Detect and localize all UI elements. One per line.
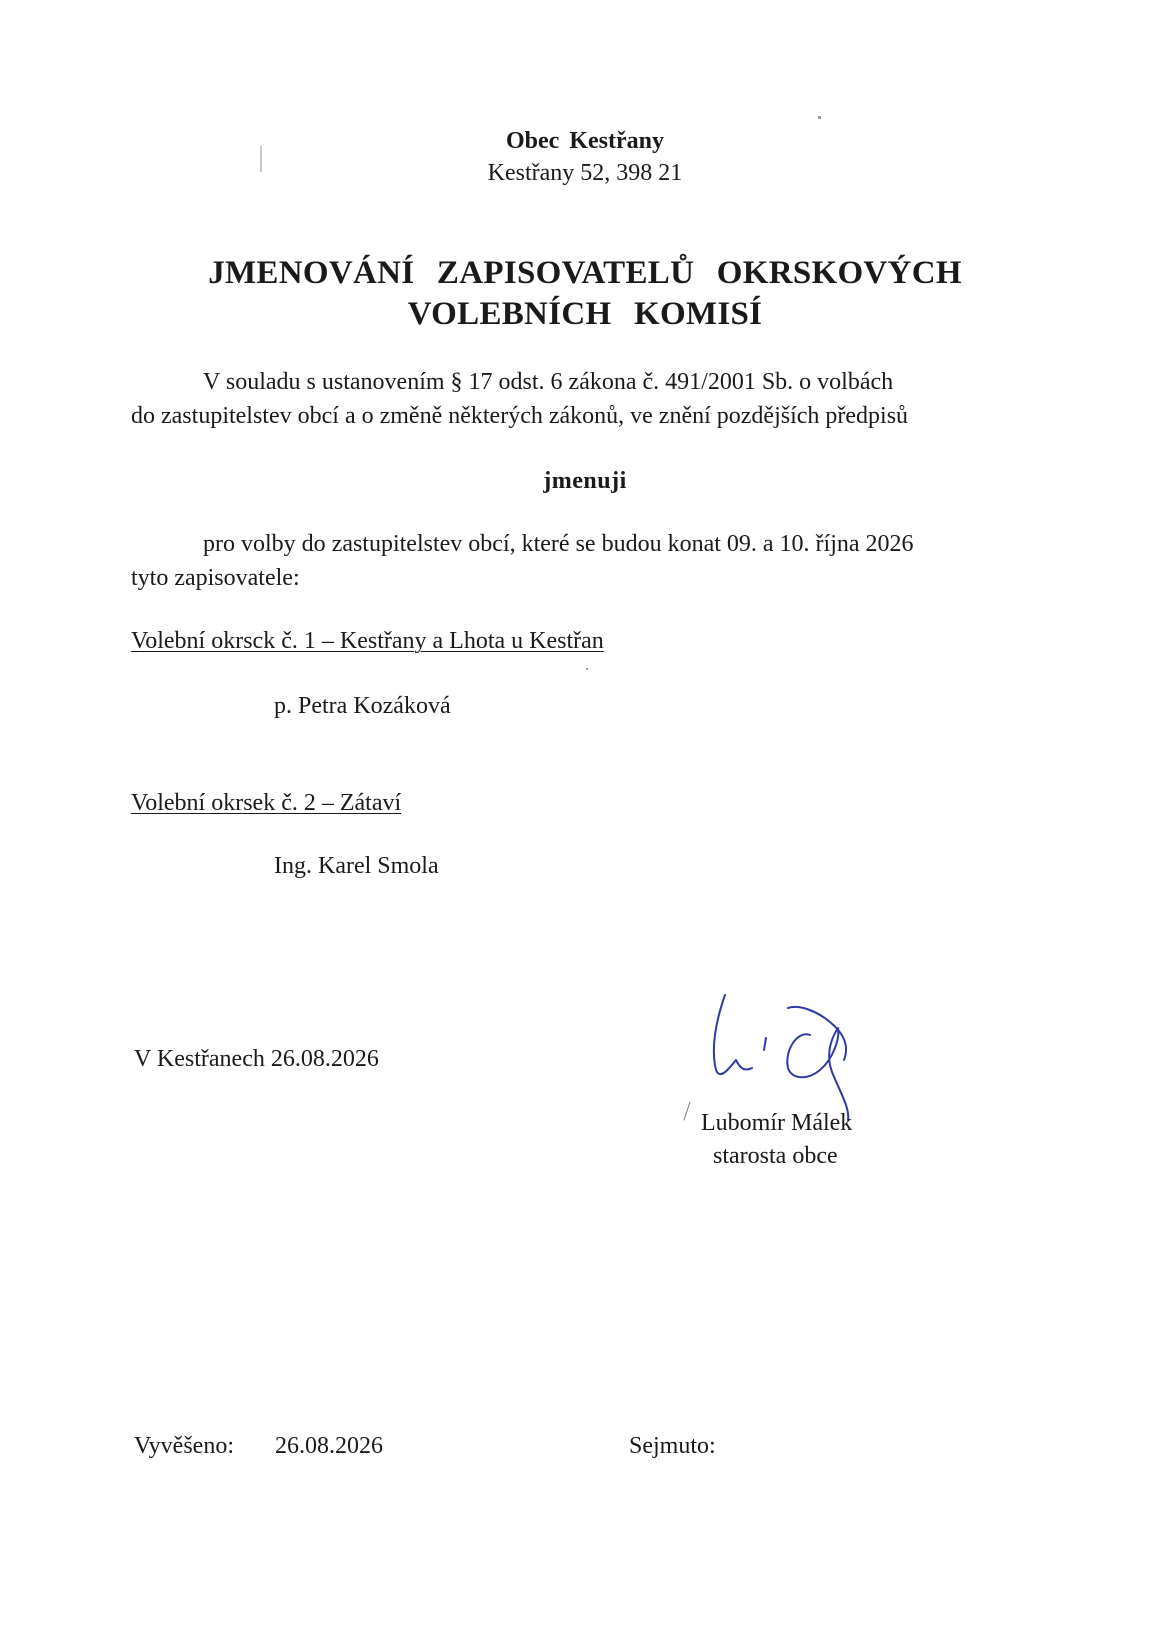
document-title-line-1: JMENOVÁNÍ ZAPISOVATELŮ OKRSKOVÝCH bbox=[208, 255, 962, 291]
scan-speck bbox=[818, 116, 821, 119]
district-1-heading: Volební okrsck č. 1 – Kestřany a Lhota u Kestřan bbox=[131, 628, 604, 654]
posted-date: 26.08.2026 bbox=[275, 1433, 383, 1459]
posted-label: Vyvěšeno: bbox=[134, 1433, 234, 1459]
district-2-heading: Volební okrsek č. 2 – Zátaví bbox=[131, 790, 402, 816]
document-title-line-2: VOLEBNÍCH KOMISÍ bbox=[407, 296, 763, 332]
handwritten-signature bbox=[680, 960, 910, 1130]
legal-basis-line-2: do zastupitelstev obcí a o změně některých zákonů, ve znění pozdějších předpisů bbox=[131, 403, 909, 429]
district-1-recorder: p. Petra Kozáková bbox=[274, 693, 451, 719]
signatory-role: starosta obce bbox=[713, 1143, 838, 1169]
decision-word: jmenuji bbox=[543, 468, 627, 494]
district-2-recorder: Ing. Karel Smola bbox=[274, 853, 439, 879]
purpose-line-1: pro volby do zastupitelstev obcí, které se budou konat 09. a 10. října 2026 bbox=[203, 531, 914, 557]
purpose-line-2: tyto zapisovatele: bbox=[131, 565, 300, 591]
place-and-date: V Kestřanech 26.08.2026 bbox=[134, 1046, 379, 1072]
organization-name: Obec Kestřany bbox=[506, 128, 664, 154]
scan-speck bbox=[586, 668, 588, 670]
signatory-name: Lubomír Málek bbox=[701, 1110, 853, 1136]
scan-speck bbox=[260, 146, 262, 172]
legal-basis-line-1: V souladu s ustanovením § 17 odst. 6 zákona č. 491/2001 Sb. o volbách bbox=[203, 369, 894, 395]
organization-address: Kestřany 52, 398 21 bbox=[487, 160, 683, 186]
removed-label: Sejmuto: bbox=[629, 1433, 716, 1459]
